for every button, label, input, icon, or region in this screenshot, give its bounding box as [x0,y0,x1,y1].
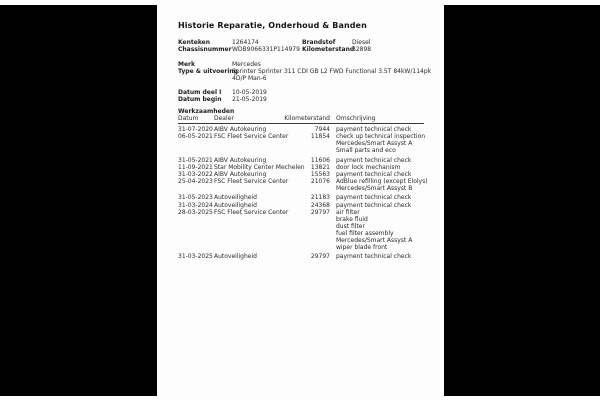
table-row [178,126,428,133]
row-omschrijving: check up technical inspection [336,133,426,141]
col-header-omschrijving: Omschrijving [336,115,376,122]
row-dealer: FSC Fleet Service Center [214,133,289,141]
row-omschrijving: payment technical check [336,201,412,209]
row-datum: 28-03-2025 [178,208,213,216]
datum-begin-label: Datum begin [178,96,222,103]
row-dealer: Star Mobility Center Mechelen [214,163,305,171]
datum-deel-label: Datum deel I [178,89,222,96]
row-datum: 31-03-2024 [178,201,213,209]
row-omschrijving: payment technical check [336,156,412,164]
row-omschrijving: payment technical check [336,194,412,202]
row-omschrijving: Mercedes/Smart Assyst A [336,237,413,244]
col-header-datum: Datum [178,115,199,122]
row-kilometerstand: 11854 [310,133,330,141]
row-omschrijving: fuel filter assembly [336,229,394,237]
row-kilometerstand: 15563 [310,170,330,178]
row-omschrijving: Small parts and eco [336,147,396,155]
table-row [178,133,428,140]
row-datum: 11-09-2021 [178,163,213,171]
table-row [178,230,428,237]
table-row [178,253,428,260]
row-omschrijving: Mercedes/Smart Assyst B [336,185,413,193]
row-datum: 06-05-2021 [178,133,213,141]
table-row [178,140,428,147]
table-row [178,237,428,244]
row-omschrijving: payment technical check [336,253,412,261]
merk-label: Merk [178,61,195,68]
chassisnummer-value: WDB9066331P114979 [232,46,300,53]
row-omschrijving: payment technical check [336,126,412,133]
row-omschrijving: brake fluid [336,215,368,223]
brandstof-label: Brandstof [302,39,336,46]
table-header-row [178,115,424,124]
col-header-dealer: Dealer [214,115,234,122]
row-dealer: Autoveiligheid [214,201,257,209]
page-title: Historie Reparatie, Onderhoud & Banden [178,21,367,30]
row-dealer: AIBV Autokeuring [214,156,267,164]
row-omschrijving: door lock mechanism [336,163,401,171]
row-dealer: Autoveiligheid [214,253,257,261]
table-row [178,147,428,154]
row-dealer: FSC Fleet Service Center [214,208,289,216]
werkzaamheden-section-title: Werkzaamheden [178,108,235,115]
table-row [178,178,428,185]
table-row [178,157,428,164]
row-kilometerstand: 7944 [314,126,330,133]
document-page [157,0,444,400]
table-row [178,244,428,251]
kilometerstand-label: Kilometerstand [302,46,355,53]
brandstof-value: Diesel [352,39,371,46]
table-row [178,216,428,223]
row-kilometerstand: 21076 [310,177,330,185]
merk-row [178,61,428,68]
row-datum: 31-03-2022 [178,170,213,178]
row-kilometerstand: 21183 [310,194,330,202]
kenteken-value: 1264174 [232,39,259,46]
datum-deel-value: 10-05-2019 [232,89,267,96]
row-kilometerstand: 29797 [310,253,330,261]
kenteken-label: Kenteken [178,39,210,46]
merk-value: Mercedes [232,61,261,68]
type-value-line2: 4D/P Man-6 [232,75,267,82]
datum-begin-row [178,96,428,103]
row-dealer: AIBV Autokeuring [214,126,267,133]
table-row [178,223,428,230]
row-kilometerstand: 11606 [310,156,330,164]
row-datum: 31-07-2020 [178,126,213,133]
row-kilometerstand: 29797 [310,208,330,216]
info-row-chassisnummer [178,46,428,53]
row-omschrijving: Mercedes/Smart Assyst A [336,140,413,148]
row-dealer: AIBV Autokeuring [214,170,267,178]
table-row [178,185,428,192]
table-row [178,164,428,171]
table-row [178,194,428,201]
row-kilometerstand: 24368 [310,201,330,209]
type-label: Type & uitvoering [178,68,238,75]
row-omschrijving: dust filter [336,222,365,230]
table-row [178,171,428,178]
row-omschrijving: payment technical check [336,170,412,178]
info-row-kenteken [178,39,428,46]
row-dealer: FSC Fleet Service Center [214,177,289,185]
datum-deel-row [178,89,428,96]
type-uitvoering-row [178,68,432,82]
kilometerstand-value: 32898 [352,46,372,53]
row-kilometerstand: 13821 [310,163,330,171]
row-datum: 25-04-2023 [178,177,213,185]
col-header-kilometerstand: Kilometerstand [284,115,330,122]
table-row [178,209,428,216]
table-row [178,202,428,209]
row-datum: 31-03-2025 [178,253,213,261]
row-datum: 31-05-2021 [178,156,213,164]
datum-begin-value: 21-05-2019 [232,96,267,103]
row-omschrijving: AdBlue refilling (except Elolys) [336,177,428,185]
chassisnummer-label: Chassisnummer [178,46,232,53]
datum-block [178,89,428,103]
type-value-line1: Sprinter Sprinter 311 CDI GB L2 FWD Functional 3.5T 84kW/114pk [232,68,432,75]
row-datum: 31-05-2023 [178,194,213,202]
row-omschrijving: air filter [336,208,360,216]
row-dealer: Autoveiligheid [214,194,257,202]
row-omschrijving: wiper blade front [336,244,388,252]
table-rows [178,126,428,261]
vehicle-info-block [178,39,428,53]
